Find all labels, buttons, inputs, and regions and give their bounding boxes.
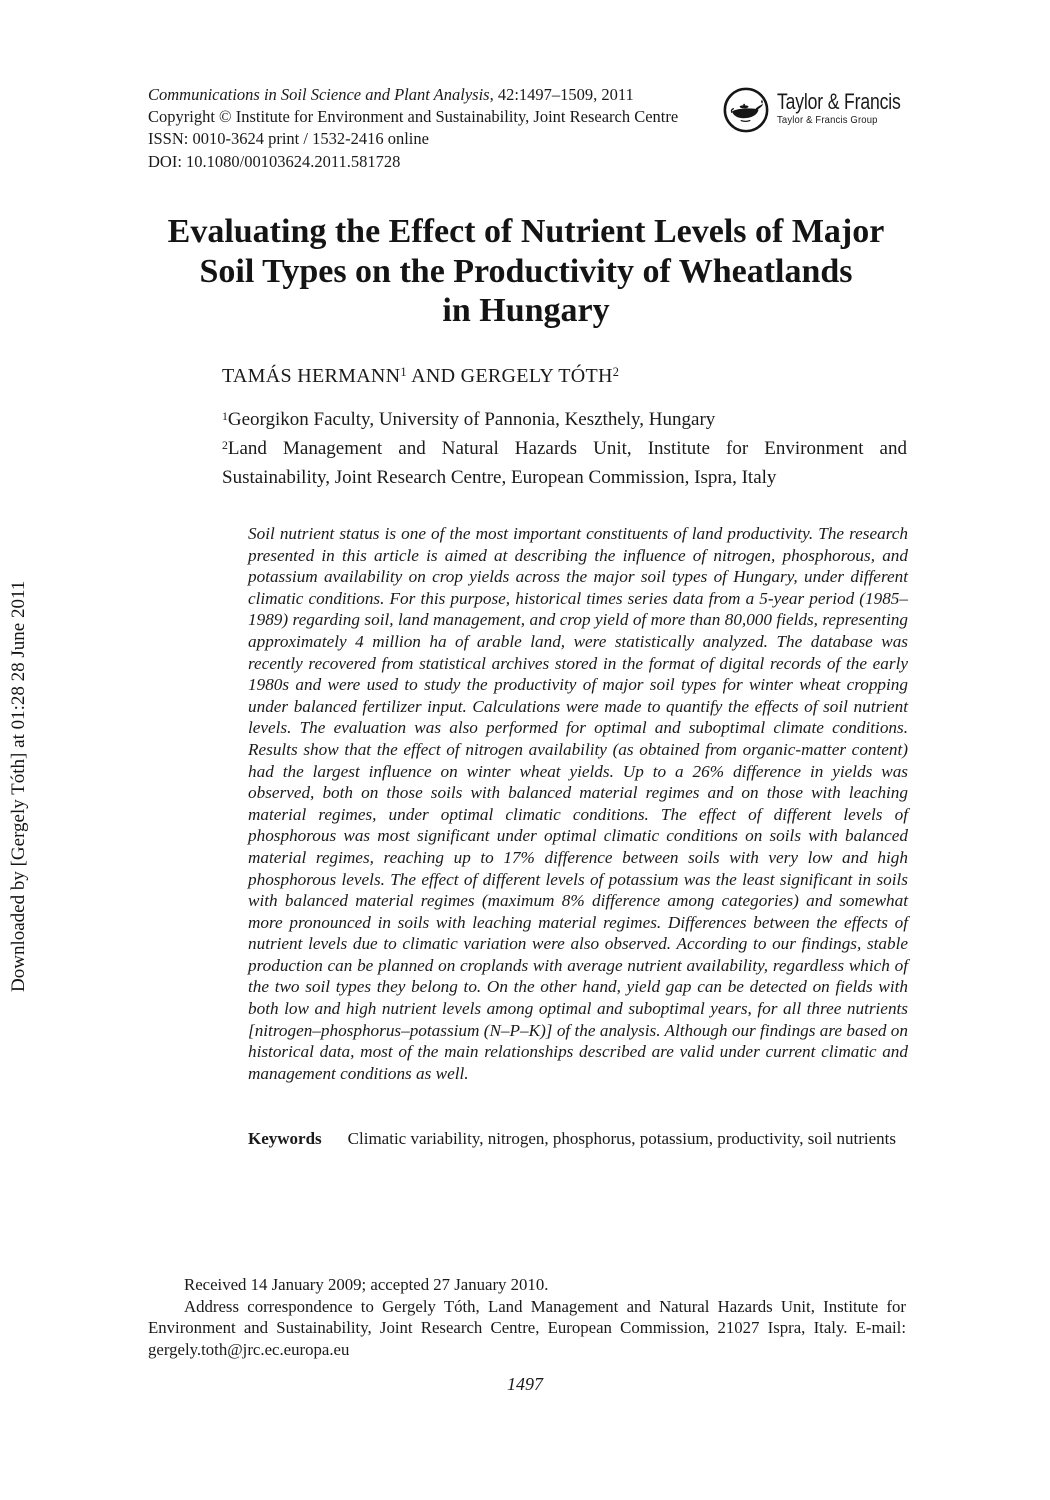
author-1: TAMÁS HERMANN (222, 365, 401, 387)
affiliations (222, 406, 907, 491)
affiliation-1-text: Georgikon Faculty, University of Pannonia, Keszthely, Hungary (227, 409, 716, 430)
publisher-name: Taylor & Francis (777, 89, 901, 114)
download-watermark: Downloaded by [Gergely Tóth] at 01:28 28 June 2011 (8, 580, 29, 992)
title-line: Evaluating the Effect of Nutrient Levels of Major (167, 213, 885, 250)
publisher-group-name: Taylor & Francis Group (777, 114, 878, 126)
page-number: 1497 (507, 1374, 543, 1394)
correspondence-note: Address correspondence to Gergely Tóth, Land Management and Natural Hazards Unit, Institute for Environment and Sustainability, Joint Research Centre, European Commission, 21027 Ispra, Italy. E-mail: gergely.toth@jrc.ec.europa.eu (148, 1296, 906, 1359)
affiliation-2-mark: 2 (222, 438, 228, 452)
author-1-affiliation-mark: 1 (400, 365, 407, 380)
abstract-text: Soil nutrient status is one of the most important constituents of land productivity. The research presented in this article is aimed at describing the influence of nitrogen, phosphorous, and potassium availability on crop yields across the major soil types of Hungary, under different climatic conditions. For this purpose, historical times series data from a 5-year period (1985–1989) regarding soil, land management, and crop yield of more than 80,000 fields, representing approximately 4 million ha of arable land, were statistically analyzed. The database was recently recovered from statistical archives stored in the format of digital records of the early 1980s and were used to study the productivity of major soil types for winter wheat cropping under balanced fertilizer input. Calculations were made to quantify the effects of soil nutrient levels. The evaluation was also performed for optimal and suboptimal climate conditions. Results show that the effect of nitrogen availability (as obtained from organic-matter content) had the largest influence on winter wheat yields. Up to a 26% difference in yields was observed, both on those soils with balanced material regimes and on those with leaching material regimes, under optimal climatic conditions. The effect of different levels of phosphorous was most significant under optimal climatic conditions on soils with balanced material regimes, reaching up to 17% difference between soils with very low and high phosphorous levels. The effect of different levels of potassium was the least significant in soils with balanced material regimes (maximum 8% difference among categories) and somewhat more pronounced in soils with leaching material regimes. Differences between the effects of nutrient levels due to climatic variation were also observed. According to our findings, stable production can be planned on croplands with average nutrient availability, regardless which of the two soil types they belong to. On the other hand, yield gap can be detected on fields with both low and high nutrient levels among optimal and suboptimal years, for all three nutrients [nitrogen–phosphorus–potassium (N–P–K)] of the analysis. Although our findings are based on historical data, most of the main relationships described are valid under current climatic and management conditions as well. (248, 524, 908, 1083)
affiliation-2 (222, 435, 907, 491)
authors-line (222, 365, 619, 388)
keywords-block (248, 1127, 908, 1150)
doi-line: DOI: 10.1080/00103624.2011.581728 (148, 151, 401, 171)
title-line: Soil Types on the Productivity of Wheatlands (199, 252, 853, 290)
issn-line: ISSN: 0010-3624 print / 1532-2416 online (148, 129, 429, 149)
title-line: in Hungary (442, 292, 610, 329)
copyright-line: Copyright © Institute for Environment and Sustainability, Joint Research Centre (148, 107, 679, 127)
journal-header (148, 84, 678, 173)
received-accepted-line: Received 14 January 2009; accepted 27 January 2010. (184, 1275, 549, 1294)
keywords-label: Keywords (248, 1129, 322, 1148)
author-2-affiliation-mark: 2 (612, 365, 620, 380)
keywords-text: Climatic variability, nitrogen, phosphorus, potassium, productivity, soil nutrients (347, 1129, 897, 1148)
publisher-wordmark (777, 84, 932, 134)
taylor-francis-lamp-icon (722, 86, 770, 134)
journal-citation-line (148, 84, 678, 106)
publisher-logo (722, 84, 932, 134)
affiliation-1-mark: 1 (222, 409, 228, 423)
affiliation-1 (222, 406, 907, 435)
affiliation-2-text: Land Management and Natural Hazards Unit, Institute for Environment and Sustainability, Joint Research Centre, European Commission, Ispra, Italy (222, 438, 907, 488)
journal-volume-pages: , 42:1497–1509, 2011 (489, 85, 634, 104)
footnotes (148, 1274, 906, 1360)
article-title (146, 212, 906, 331)
author-2: GERGELY TÓTH (460, 365, 613, 387)
authors-separator: AND (406, 365, 461, 387)
journal-name: Communications in Soil Science and Plant Analysis (148, 85, 490, 104)
